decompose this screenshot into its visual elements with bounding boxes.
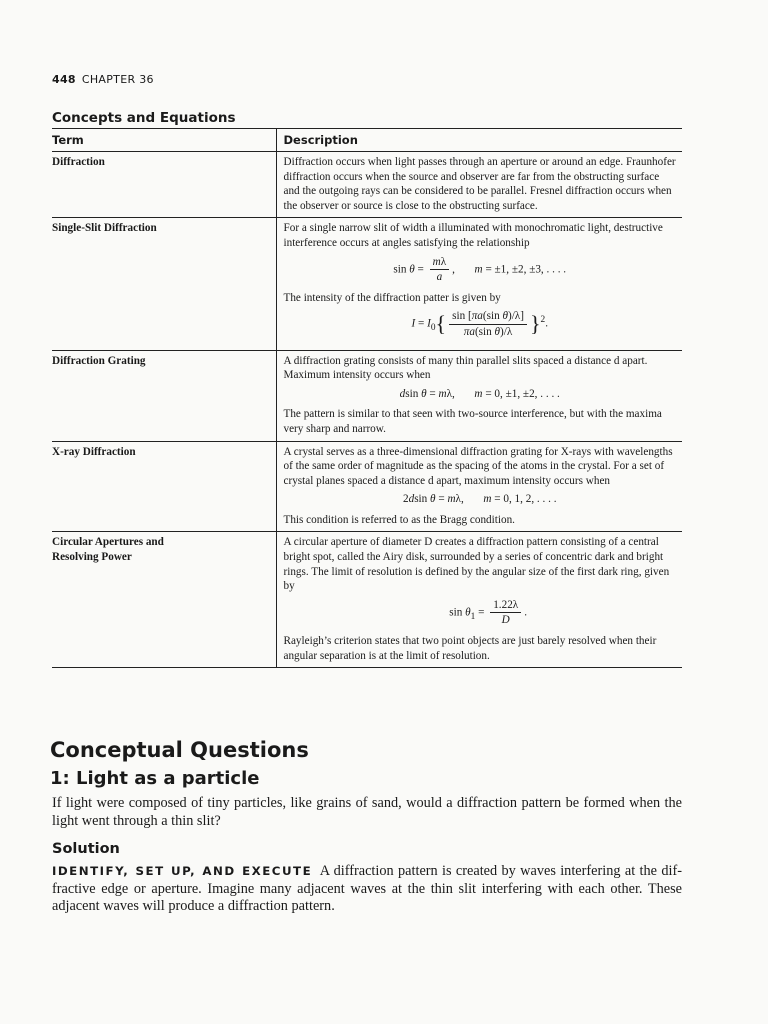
desc-diffraction: Diffraction occurs when light passes through an aperture or around an edge. Fraunhofer diffraction occurs when the source and observer are far from the obstructing surface and the outgoing rays can be considered to be parallel. Fresnel diffraction occurs when the observer or source is close to the obstructing surface.	[276, 152, 682, 218]
single-slit-text: For a single narrow slit of width a illuminated with monochromatic light, destructive interference occurs at angles satisfying the relationship	[283, 222, 663, 249]
term-diffraction: Diffraction	[52, 152, 276, 218]
solution-body	[52, 863, 682, 916]
conceptual-questions-title: Conceptual Questions	[50, 738, 309, 762]
desc-xray	[276, 441, 682, 532]
solution-title: Solution	[52, 841, 120, 857]
concepts-table	[52, 128, 682, 668]
solution-text: A diffraction pattern is created by waves interfering at the dif-fractive edge or aperture. Imagine many adjacent waves at the thin slit interfering with each other. These adjacent waves will produce a diffraction pattern.	[52, 863, 682, 914]
running-header	[52, 73, 154, 86]
chapter-label: CHAPTER 36	[81, 73, 154, 86]
bragg-note: This condition is referred to as the Bragg condition.	[283, 513, 515, 526]
intensity-text: The intensity of the diffraction patter is given by	[283, 291, 501, 304]
desc-grating	[276, 350, 682, 441]
xray-text: A crystal serves as a three-dimensional diffraction grating for X-rays with wavelengths of the same order of magnitude as the spacing of the atoms in the crystal. For a set of crystal planes spaced a distance d apart, maximum intensity occurs when	[283, 445, 673, 487]
term-grating: Diffraction Grating	[52, 350, 276, 441]
desc-circular	[276, 532, 682, 668]
question-text: If light were composed of tiny particles, like grains of sand, would a diffraction pattern be formed when the light went through a thin slit?	[52, 795, 682, 829]
rayleigh-text: Rayleigh’s criterion states that two point objects are just barely resolved when their angular separation is at the limit of resolution.	[283, 635, 657, 662]
table-row	[52, 350, 682, 441]
grating-text: A diffraction grating consists of many thin parallel slits spaced a distance d apart. Maximum intensity occurs when	[283, 354, 648, 382]
page-number: 448	[52, 73, 76, 86]
term-single-slit: Single-Slit Diffraction	[52, 218, 276, 350]
intensity-equation: $I = I_0${ $\frac{\text{sin [πa(sin θ)/λ]}}{\text{πa(sin θ)/λ}}$ }$^2$.	[411, 310, 548, 338]
table-row	[52, 152, 682, 218]
desc-single-slit	[276, 218, 682, 350]
question-title: 1: Light as a particle	[50, 768, 260, 789]
concepts-title: Concepts and Equations	[52, 110, 236, 126]
table-row	[52, 218, 682, 350]
table-row	[52, 441, 682, 532]
single-slit-minima-equation: sin θ = $\frac{m\lambda}{a}$ , m = ±1, ±2, ±3, . . . .	[393, 255, 567, 284]
table-row	[52, 532, 682, 668]
grating-note: The pattern is similar to that seen with two-source interference, but with the maxima very sharp and narrow.	[283, 408, 662, 435]
resolution-equation: $\sin \theta_1$ = $\frac{1.22\lambda}{D}$ .	[432, 598, 528, 627]
term-xray: X-ray Diffraction	[52, 441, 276, 532]
bragg-equation: 2dsin θ = mλ, m = 0, 1, 2, . . . .	[403, 493, 557, 506]
term-column-header: Term	[52, 129, 276, 152]
grating-equation: dsin θ = mλ, m = 0, ±1, ±2, . . . .	[399, 387, 560, 400]
circular-text: A circular aperture of diameter D creates a diffraction pattern consisting of a central bright spot, called the Airy disk, surrounded by a series of concentric dark and bright rings. The limit of resolution is defined by the angular size of the first dark ring, given by	[283, 536, 670, 593]
solution-label: IDENTIFY, SET UP, AND EXECUTE	[52, 864, 313, 878]
description-column-header: Description	[276, 129, 682, 152]
term-circular: Circular Apertures and Resolving Power	[52, 532, 276, 668]
